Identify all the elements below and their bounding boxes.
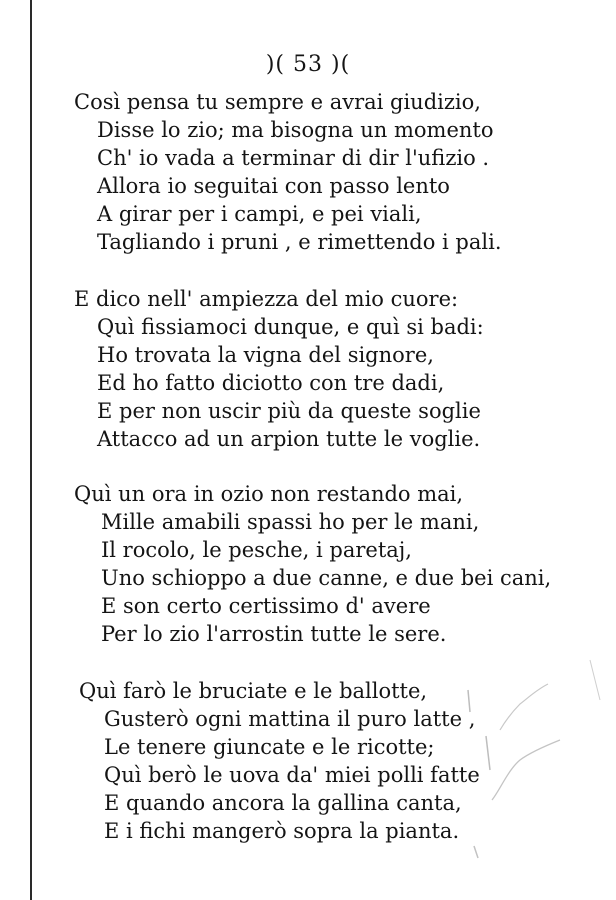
verse-line: E per non uscir più da queste soglie [97, 399, 481, 423]
verse-line: Ch' io vada a terminar di dir l'ufizio . [97, 146, 490, 170]
verse-line: E quando ancora la gallina canta, [104, 791, 462, 815]
verse-line: Quì berò le uova da' miei polli fatte [104, 763, 480, 787]
verse-line: Il rocolo, le pesche, i paretaj, [101, 538, 412, 562]
page-edge [30, 0, 32, 900]
verse-line: Attacco ad un arpion tutte le voglie. [97, 427, 481, 451]
verse-line: Ed ho fatto diciotto con tre dadi, [97, 371, 445, 395]
verse-line: E dico nell' ampiezza del mio cuore: [74, 287, 459, 311]
verse-line: Uno schioppo a due canne, e due bei cani, [101, 566, 552, 590]
page-number: )( 53 )( [265, 52, 351, 77]
verse-line: A girar per i campi, e pei viali, [97, 202, 422, 226]
verse-line: Ho trovata la vigna del signore, [97, 343, 434, 367]
verse-line: Le tenere giuncate e le ricotte; [104, 735, 435, 759]
verse-line: E son certo certissimo d' avere [101, 594, 431, 618]
verse-line: Quì un ora in ozio non restando mai, [74, 482, 464, 506]
verse-line: Per lo zio l'arrostin tutte le sere. [101, 622, 447, 646]
verse-line: Gusterò ogni mattina il puro latte , [104, 707, 476, 731]
verse-line: Mille amabili spassi ho per le mani, [101, 510, 480, 534]
verse-line: E i fichi mangerò sopra la pianta. [104, 819, 460, 843]
verse-line: Quì fissiamoci dunque, e quì si badi: [97, 315, 484, 339]
verse-line: Allora io seguitai con passo lento [97, 174, 450, 198]
verse-line: Così pensa tu sempre e avrai giudizio, [74, 90, 481, 114]
verse-line: Disse lo zio; ma bisogna un momento [97, 118, 494, 142]
verse-line: Tagliando i pruni , e rimettendo i pali. [97, 230, 502, 254]
verse-line: Quì farò le bruciate e le ballotte, [79, 679, 428, 703]
